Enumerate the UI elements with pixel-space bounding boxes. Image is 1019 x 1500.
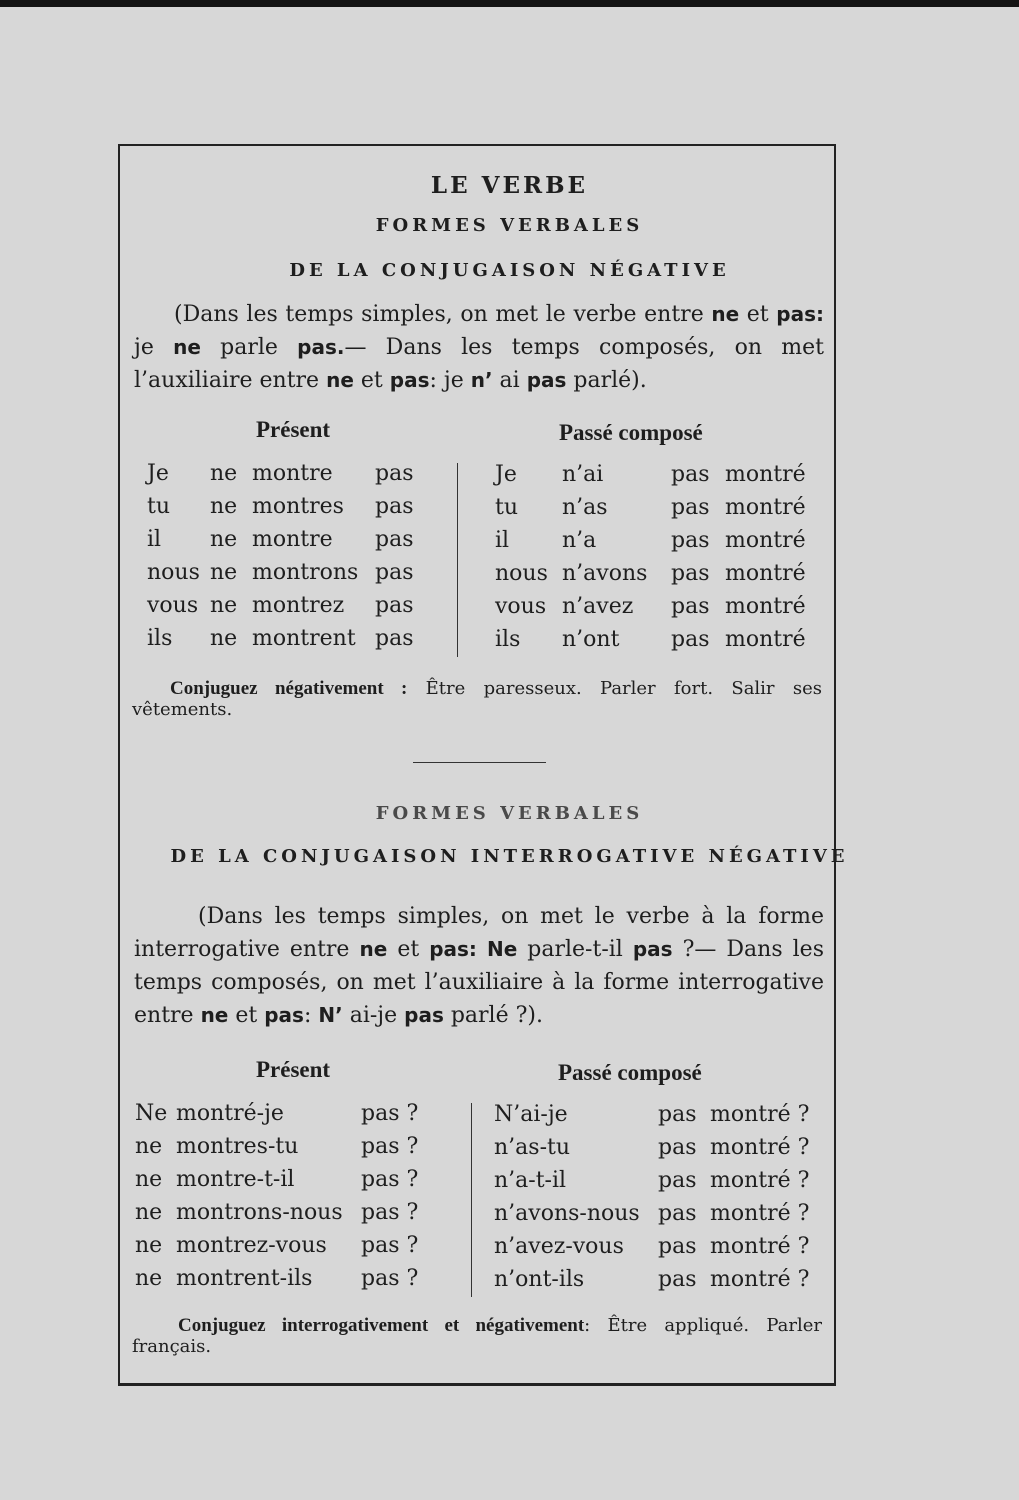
int-passe-cell-r1-c0: n’as-tu (494, 1135, 571, 1160)
neg-passe-cell-r1-c1: n’as (562, 495, 608, 520)
neg-present-cell-r0-c0: Je (147, 461, 169, 486)
int-present-cell-r2-c1: montre-t-il (176, 1167, 295, 1192)
neg-passe-cell-r5-c3: montré (725, 627, 806, 652)
neg-passe-cell-r3-c0: nous (495, 561, 548, 586)
negative-exercise-text: Être paresseux. Parler fort. Salir ses vêtements. (132, 678, 822, 720)
neg-present-cell-r3-c1: ne (210, 560, 238, 585)
int-passe-cell-r2-c1: pas (658, 1168, 697, 1193)
neg-passe-cell-r5-c2: pas (671, 627, 710, 652)
negative-column-divider (457, 463, 458, 657)
page-top-edge (0, 0, 1019, 7)
int-passe-cell-r1-c1: pas (658, 1135, 697, 1160)
neg-passe-cell-r2-c2: pas (671, 528, 710, 553)
int-passe-cell-r4-c2: montré ? (710, 1234, 810, 1259)
neg-present-cell-r1-c0: tu (147, 494, 171, 519)
neg-present-cell-r5-c1: ne (210, 626, 238, 651)
neg-present-cell-r5-c3: pas (375, 626, 414, 651)
int-passe-cell-r5-c1: pas (658, 1267, 697, 1292)
int-passe-cell-r5-c0: n’ont-ils (494, 1267, 585, 1292)
int-present-cell-r4-c0: ne (135, 1233, 163, 1258)
neg-passe-cell-r3-c1: n’avons (562, 561, 648, 586)
int-present-cell-r5-c0: ne (135, 1266, 163, 1291)
interrogative-section-title-line2: DE LA CONJUGAISON INTERROGATIVE NÉGATIVE (170, 846, 849, 867)
neg-present-cell-r3-c0: nous (147, 560, 200, 585)
section-separator (413, 762, 546, 763)
negative-exercise (132, 678, 822, 720)
neg-passe-cell-r3-c3: montré (725, 561, 806, 586)
neg-passe-cell-r5-c0: ils (495, 627, 521, 652)
neg-passe-cell-r4-c1: n’avez (562, 594, 634, 619)
int-passe-cell-r4-c0: n’avez-vous (494, 1234, 624, 1259)
neg-present-cell-r0-c1: ne (210, 461, 238, 486)
interrogative-column-divider (471, 1103, 472, 1297)
negative-exercise-label: Conjuguez négativement : (170, 678, 408, 699)
neg-present-cell-r4-c1: ne (210, 593, 238, 618)
int-present-cell-r1-c0: ne (135, 1134, 163, 1159)
neg-present-cell-r1-c3: pas (375, 494, 414, 519)
negative-section-title-line1: FORMES VERBALES (375, 215, 644, 236)
main-title: LE VERBE (430, 172, 589, 199)
int-present-cell-r3-c0: ne (135, 1200, 163, 1225)
neg-passe-cell-r2-c0: il (495, 528, 510, 553)
neg-present-cell-r1-c1: ne (210, 494, 238, 519)
neg-present-cell-r4-c3: pas (375, 593, 414, 618)
interrogative-exercise (132, 1315, 822, 1357)
int-present-cell-r3-c2: pas ? (361, 1200, 419, 1225)
neg-passe-cell-r4-c2: pas (671, 594, 710, 619)
neg-passe-cell-r2-c1: n’a (562, 528, 597, 553)
neg-present-cell-r4-c2: montrez (252, 593, 345, 618)
neg-present-cell-r0-c2: montre (252, 461, 333, 486)
int-passe-cell-r4-c1: pas (658, 1234, 697, 1259)
int-present-cell-r5-c1: montrent-ils (176, 1266, 313, 1291)
neg-passe-cell-r0-c2: pas (671, 462, 710, 487)
interrogative-exercise-text: : Être appliqué. Parler français. (132, 1315, 822, 1357)
int-passe-cell-r5-c2: montré ? (710, 1267, 810, 1292)
int-present-cell-r4-c1: montrez-vous (176, 1233, 327, 1258)
neg-present-cell-r1-c2: montres (252, 494, 344, 519)
neg-present-cell-r2-c3: pas (375, 527, 414, 552)
neg-passe-cell-r3-c2: pas (671, 561, 710, 586)
int-passe-cell-r3-c1: pas (658, 1201, 697, 1226)
int-present-cell-r3-c1: montrons-nous (176, 1200, 343, 1225)
int-passe-cell-r0-c1: pas (658, 1102, 697, 1127)
interrogative-present-header: Présent (256, 1057, 331, 1082)
int-present-cell-r0-c0: Ne (135, 1101, 168, 1126)
neg-passe-cell-r4-c3: montré (725, 594, 806, 619)
neg-present-cell-r3-c2: montrons (252, 560, 359, 585)
neg-present-cell-r2-c1: ne (210, 527, 238, 552)
negative-section-title-line2: DE LA CONJUGAISON NÉGATIVE (289, 260, 730, 281)
neg-present-cell-r4-c0: vous (147, 593, 199, 618)
neg-present-cell-r5-c2: montrent (252, 626, 356, 651)
int-present-cell-r2-c2: pas ? (361, 1167, 419, 1192)
int-passe-cell-r1-c2: montré ? (710, 1135, 810, 1160)
interrogative-passe-header: Passé composé (558, 1060, 702, 1085)
int-present-cell-r5-c2: pas ? (361, 1266, 419, 1291)
neg-passe-cell-r0-c1: n’ai (562, 462, 604, 487)
neg-passe-cell-r2-c3: montré (725, 528, 806, 553)
neg-present-cell-r3-c3: pas (375, 560, 414, 585)
interrogative-section-title-line1: FORMES VERBALES (375, 803, 644, 824)
int-passe-cell-r2-c0: n’a-t-il (494, 1168, 567, 1193)
neg-passe-cell-r4-c0: vous (495, 594, 547, 619)
neg-present-cell-r0-c3: pas (375, 461, 414, 486)
int-passe-cell-r2-c2: montré ? (710, 1168, 810, 1193)
negative-present-header: Présent (256, 417, 331, 442)
int-present-cell-r1-c1: montres-tu (176, 1134, 299, 1159)
int-present-cell-r0-c2: pas ? (361, 1101, 419, 1126)
int-passe-cell-r3-c0: n’avons-nous (494, 1201, 640, 1226)
int-passe-cell-r0-c0: N’ai-je (494, 1102, 568, 1127)
neg-passe-cell-r1-c3: montré (725, 495, 806, 520)
int-present-cell-r2-c0: ne (135, 1167, 163, 1192)
interrogative-exercise-label: Conjuguez interrogativement et négativement (178, 1315, 585, 1336)
neg-present-cell-r5-c0: ils (147, 626, 173, 651)
neg-present-cell-r2-c0: il (147, 527, 162, 552)
negative-intro-paragraph: (Dans les temps simples, on met le verbe entre ne et pas: je ne parle pas.— Dans les temps composés, on met l’auxiliaire entre ne et pas: je n’ ai pas parlé). (134, 302, 824, 393)
int-passe-cell-r0-c2: montré ? (710, 1102, 810, 1127)
int-present-cell-r4-c2: pas ? (361, 1233, 419, 1258)
neg-passe-cell-r5-c1: n’ont (562, 627, 620, 652)
interrogative-intro-paragraph: (Dans les temps simples, on met le verbe à la forme interrogative entre ne et pas: Ne parle-t-il pas ?— Dans les temps composés, on met l’auxiliaire à la forme interrogative entre ne et pas: N’ ai-je pas parlé ?). (134, 904, 824, 1028)
neg-present-cell-r2-c2: montre (252, 527, 333, 552)
neg-passe-cell-r0-c0: Je (495, 462, 517, 487)
int-passe-cell-r3-c2: montré ? (710, 1201, 810, 1226)
int-present-cell-r1-c2: pas ? (361, 1134, 419, 1159)
neg-passe-cell-r1-c2: pas (671, 495, 710, 520)
int-present-cell-r0-c1: montré-je (176, 1101, 284, 1126)
neg-passe-cell-r0-c3: montré (725, 462, 806, 487)
negative-passe-header: Passé composé (559, 420, 703, 445)
neg-passe-cell-r1-c0: tu (495, 495, 519, 520)
